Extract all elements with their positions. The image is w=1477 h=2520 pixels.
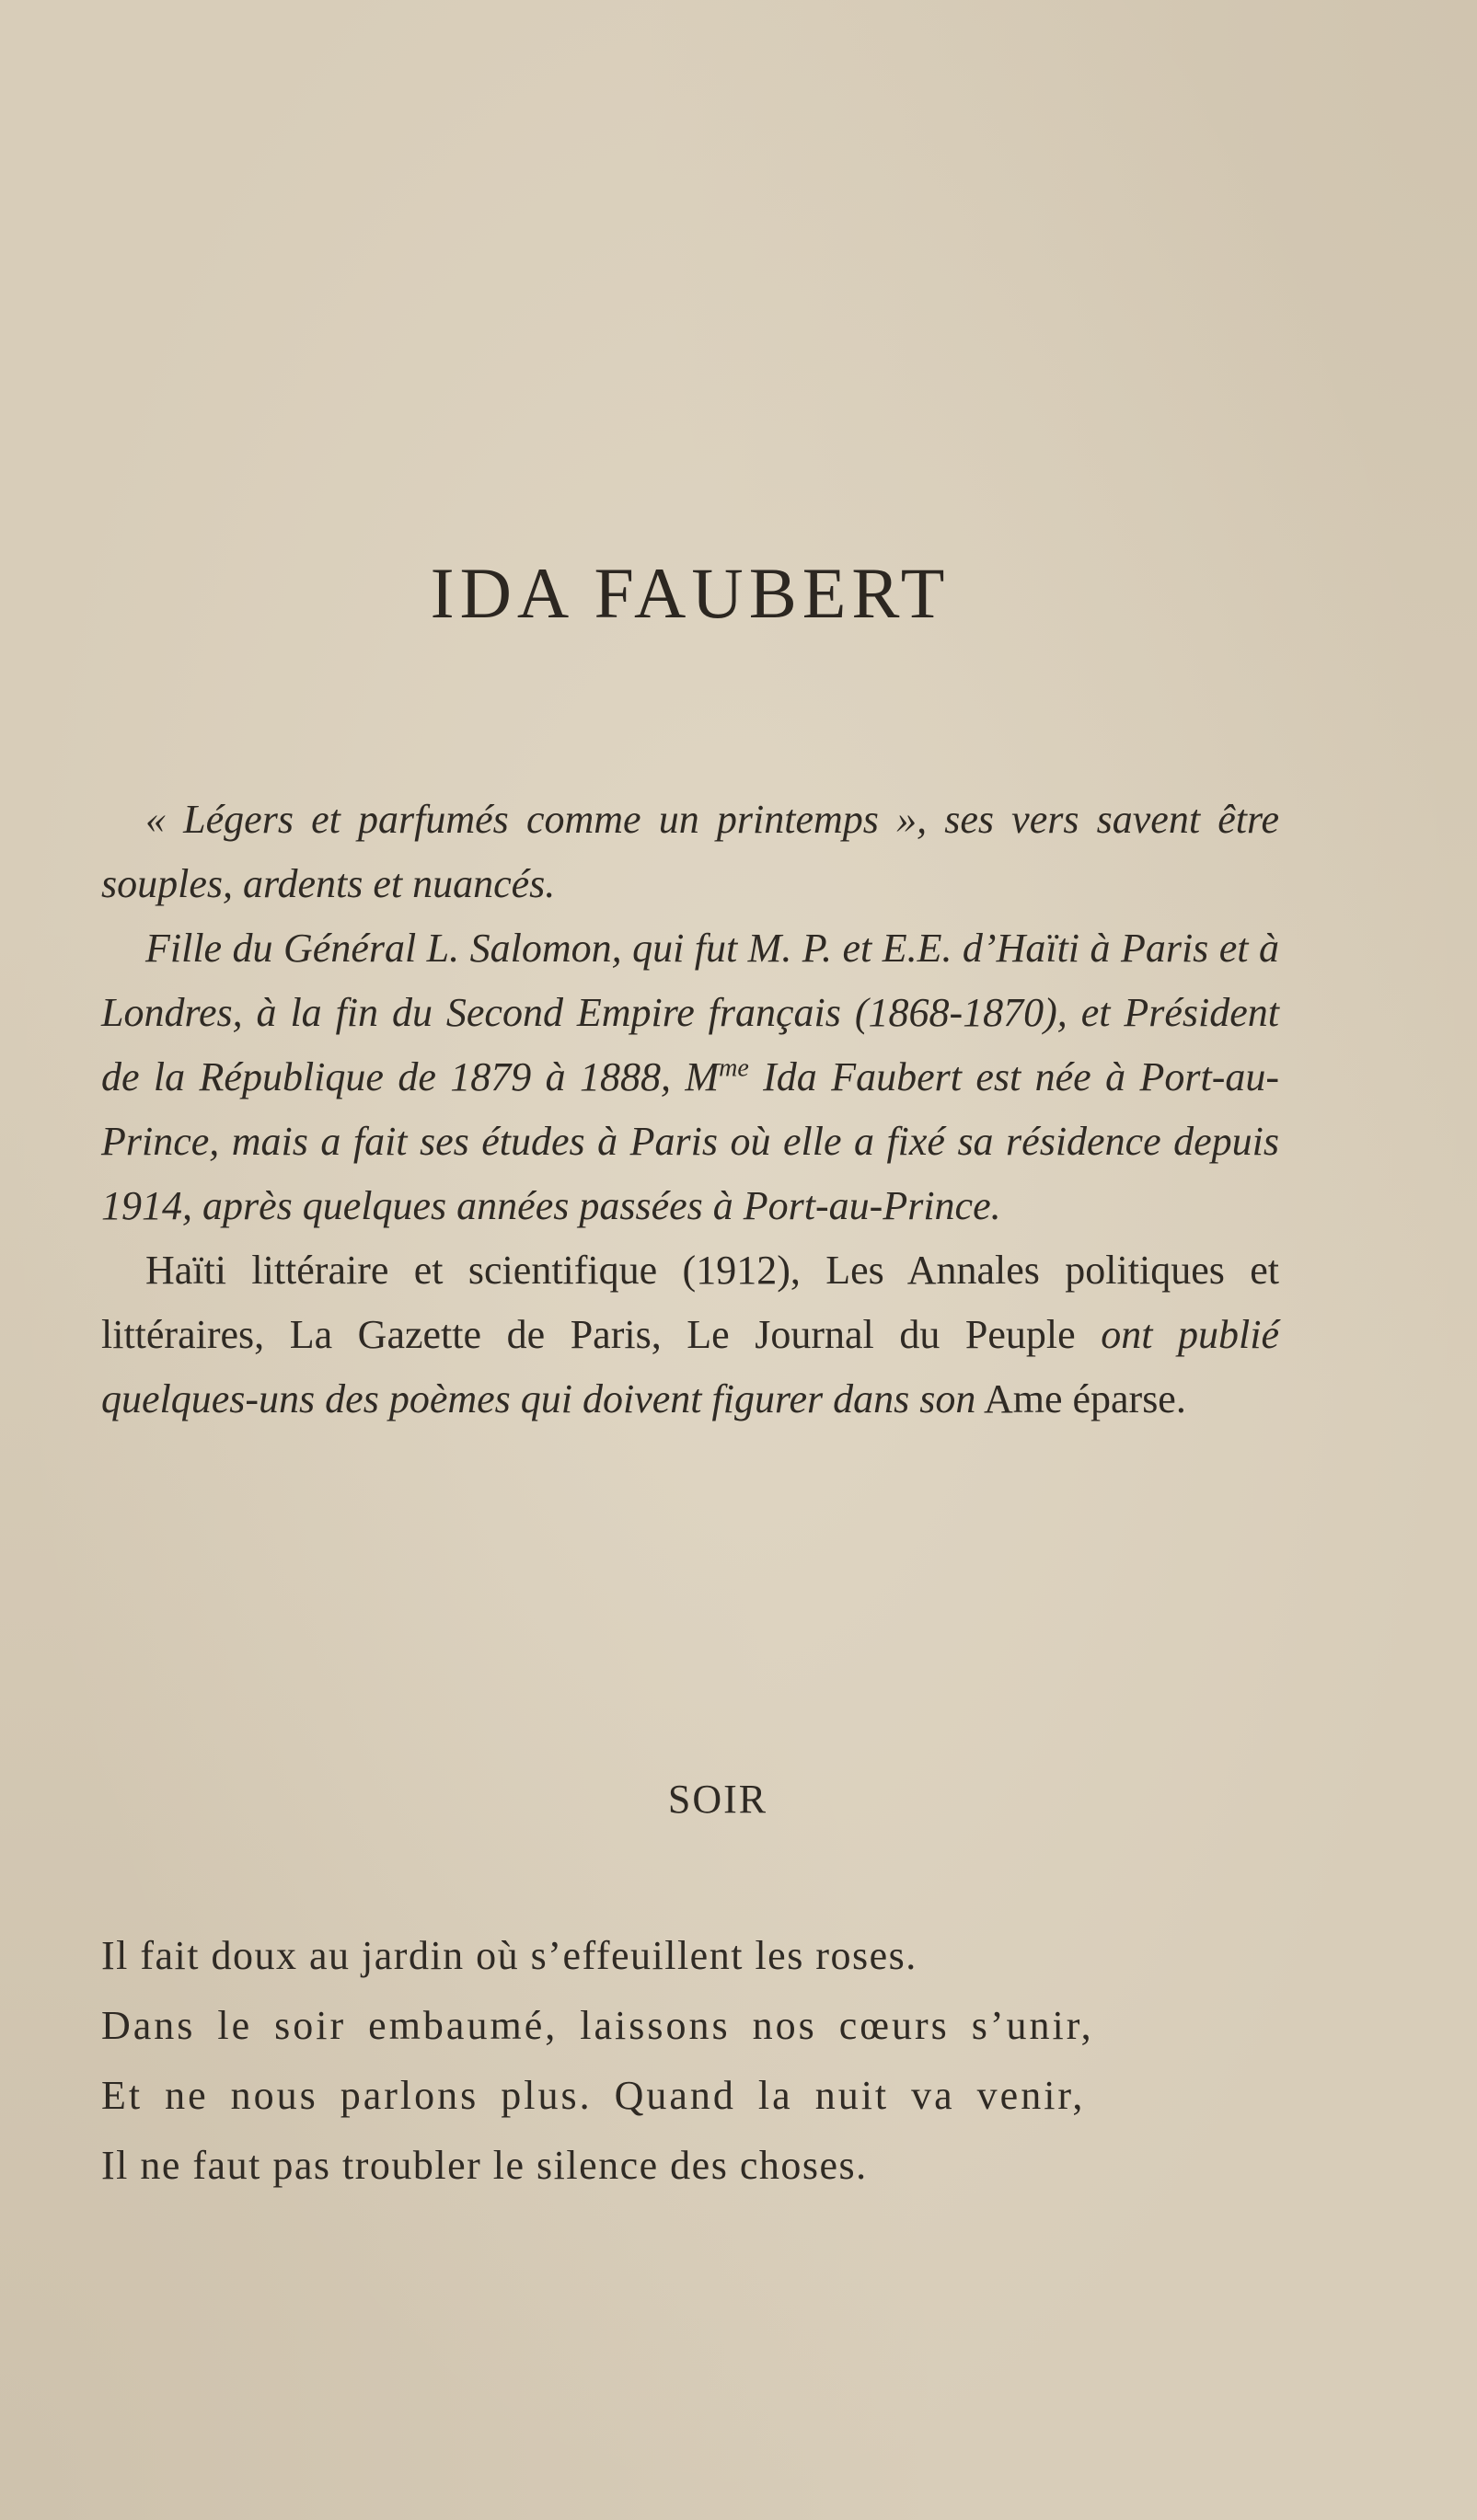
bio-paragraph-2-text-a: Fille du Général L. Salomon, qui fut M. P. et E.E. d’Haïti à Paris et à Londres, à la fin du Second Empire français (1868-1870), et Président de la République de 1879 à 1888, M: [101, 926, 1279, 1099]
poem-line: Il ne faut pas troubler le silence des choses.: [101, 2143, 868, 2188]
biography: [101, 788, 1279, 1432]
bio-paragraph-1: « Légers et parfumés comme un printemps », ses vers savent être souples, ardents et nuancés.: [101, 797, 1279, 906]
bio-paragraph-2: [101, 916, 1279, 1238]
poem-line: Et ne nous parlons plus. Quand la nuit va venir,: [101, 2073, 1086, 2118]
poem-title: SOIR: [667, 1777, 768, 1822]
page-title: IDA FAUBERT: [430, 553, 951, 633]
bio-paragraph-2-text-b: Ida Faubert est née à Port-au-Prince, mais a fait ses études à Paris où elle a fixé sa résidence depuis 1914, après quelques années passées à Port-au-Prince.: [101, 1054, 1279, 1228]
bio-paragraph-3-italic: ont publié quelques-uns des poèmes qui doivent figurer dans son: [101, 1312, 1279, 1421]
poem-line: Il fait doux au jardin où s’effeuillent les roses.: [101, 1933, 917, 1978]
bio-paragraph-3-publications: Haïti littéraire et scientifique (1912), Les Annales politiques et littéraires, La Gazette de Paris, Le Journal du Peuple: [101, 1248, 1279, 1357]
poem-line: Dans le soir embaumé, laissons nos cœurs s’unir,: [101, 2003, 1094, 2048]
bio-paragraph-3: [101, 1238, 1279, 1432]
poem: [101, 1921, 1298, 2201]
bio-paragraph-3-book-title: Ame éparse.: [975, 1376, 1186, 1421]
bio-paragraph-2-superscript: me: [719, 1053, 749, 1083]
